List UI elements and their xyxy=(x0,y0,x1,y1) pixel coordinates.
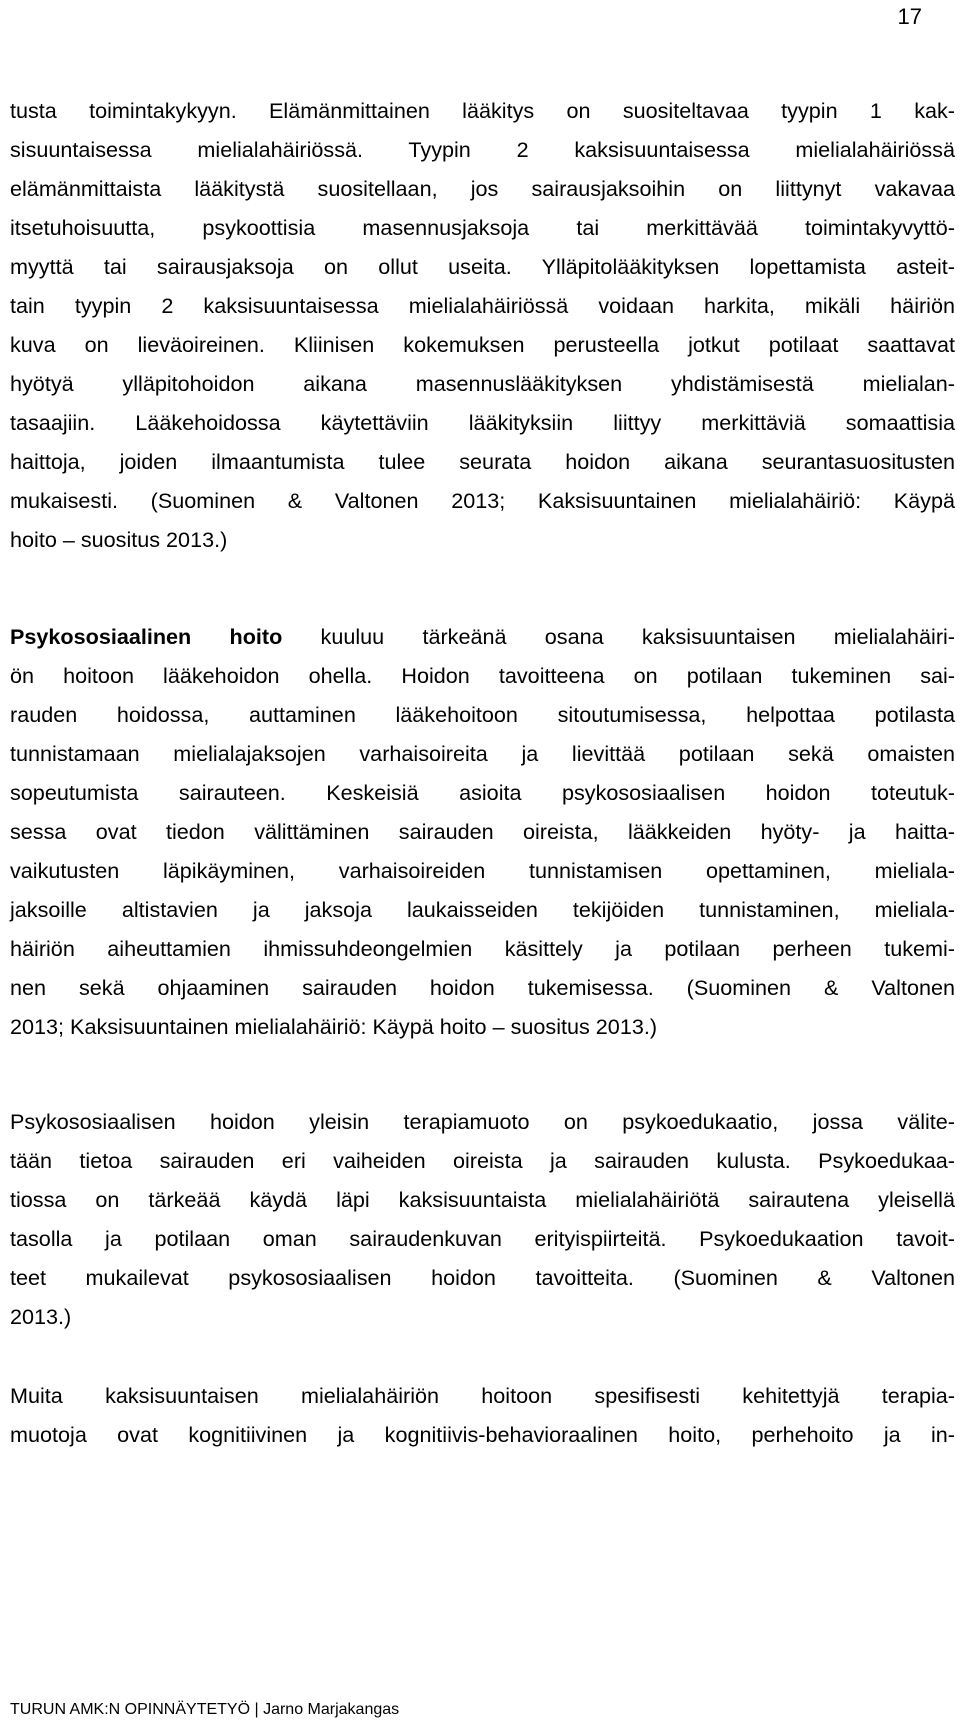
page-number: 17 xyxy=(897,4,922,29)
text-line: tain tyypin 2 kaksisuuntaisessa mielialahäiriössä voidaan harkita, mikäli häiriön xyxy=(10,293,955,318)
text-line: tasaajiin. Lääkehoidossa käytettäviin lääkityksiin liittyy merkittäviä somaattisia xyxy=(10,410,955,435)
text-line: hoito – suositus 2013.) xyxy=(10,527,228,552)
text-line: tiossa on tärkeää käydä läpi kaksisuuntaista mielialahäiriötä sairautena yleisellä xyxy=(10,1187,955,1212)
text-line: tasolla ja potilaan oman sairaudenkuvan erityispiirteitä. Psykoedukaation tavoit- xyxy=(10,1226,955,1251)
text-line: itsetuhoisuutta, psykoottisia masennusjaksoja tai merkittävää toimintakyvyttö- xyxy=(10,215,955,240)
text-line: tään tietoa sairauden eri vaiheiden oireista ja sairauden kulusta. Psykoedukaa- xyxy=(10,1148,955,1173)
text-line: hyötyä ylläpitohoidon aikana masennuslääkityksen yhdistämisestä mielialan- xyxy=(10,371,955,396)
text-line xyxy=(10,617,955,656)
bold-heading: Psykososiaalinen hoito xyxy=(10,624,283,649)
text-line: sisuuntaisessa mielialahäiriössä. Tyypin 2 kaksisuuntaisessa mielialahäiriössä xyxy=(10,137,955,162)
text-line: 2013.) xyxy=(10,1304,72,1329)
text-line: ön hoitoon lääkehoidon ohella. Hoidon tavoitteena on potilaan tukeminen sai- xyxy=(10,663,955,688)
paragraph-medication xyxy=(10,91,955,559)
text-line: mukaisesti. (Suominen & Valtonen 2013; Kaksisuuntainen mielialahäiriö: Käypä xyxy=(10,488,955,513)
text-line: tunnistamaan mielialajaksojen varhaisoireita ja lievittää potilaan sekä omaisten xyxy=(10,741,955,766)
text-line: teet mukailevat psykososiaalisen hoidon tavoitteita. (Suominen & Valtonen xyxy=(10,1265,955,1290)
text-line: sopeutumista sairauteen. Keskeisiä asioita psykososiaalisen hoidon toteutuk- xyxy=(10,780,955,805)
text-line: nen sekä ohjaaminen sairauden hoidon tukemisessa. (Suominen & Valtonen xyxy=(10,975,955,1000)
page-footer: TURUN AMK:N OPINNÄYTETYÖ | Jarno Marjakangas xyxy=(10,1701,400,1718)
text-line: häiriön aiheuttamien ihmissuhdeongelmien käsittely ja potilaan perheen tukemi- xyxy=(10,936,955,961)
text-line: Psykososiaalisen hoidon yleisin terapiamuoto on psykoedukaatio, jossa välite- xyxy=(10,1109,955,1134)
text-line: haittoja, joiden ilmaantumista tulee seurata hoidon aikana seurantasuositusten xyxy=(10,449,955,474)
text-line: jaksoille altistavien ja jaksoja laukaisseiden tekijöiden tunnistaminen, mieliala- xyxy=(10,897,955,922)
paragraph-other-therapies xyxy=(10,1376,955,1454)
text-line: elämänmittaista lääkitystä suositellaan, jos sairausjaksoihin on liittynyt vakavaa xyxy=(10,176,955,201)
text-line: rauden hoidossa, auttaminen lääkehoitoon sitoutumisessa, helpottaa potilasta xyxy=(10,702,955,727)
text-line: myyttä tai sairausjaksoja on ollut useita. Ylläpitolääkityksen lopettamista asteit- xyxy=(10,254,955,279)
paragraph-psychoeducation xyxy=(10,1102,955,1336)
text-line: kuva on lieväoireinen. Kliinisen kokemuksen perusteella jotkut potilaat saattavat xyxy=(10,332,955,357)
text-fragment: kuuluu tärkeänä osana kaksisuuntaisen mielialahäiri- xyxy=(282,624,955,649)
text-line: tusta toimintakykyyn. Elämänmittainen lääkitys on suositeltavaa tyypin 1 kak- xyxy=(10,98,955,123)
text-line: Muita kaksisuuntaisen mielialahäiriön hoitoon spesifisesti kehitettyjä terapia- xyxy=(10,1383,955,1408)
text-line: sessa ovat tiedon välittäminen sairauden oireista, lääkkeiden hyöty- ja haitta- xyxy=(10,819,955,844)
text-line: vaikutusten läpikäyminen, varhaisoireiden tunnistamisen opettaminen, mieliala- xyxy=(10,858,955,883)
text-line: 2013; Kaksisuuntainen mielialahäiriö: Käypä hoito – suositus 2013.) xyxy=(10,1014,658,1039)
text-line: muotoja ovat kognitiivinen ja kognitiivis-behavioraalinen hoito, perhehoito ja in- xyxy=(10,1422,955,1447)
paragraph-psychosocial-care xyxy=(10,617,955,1046)
